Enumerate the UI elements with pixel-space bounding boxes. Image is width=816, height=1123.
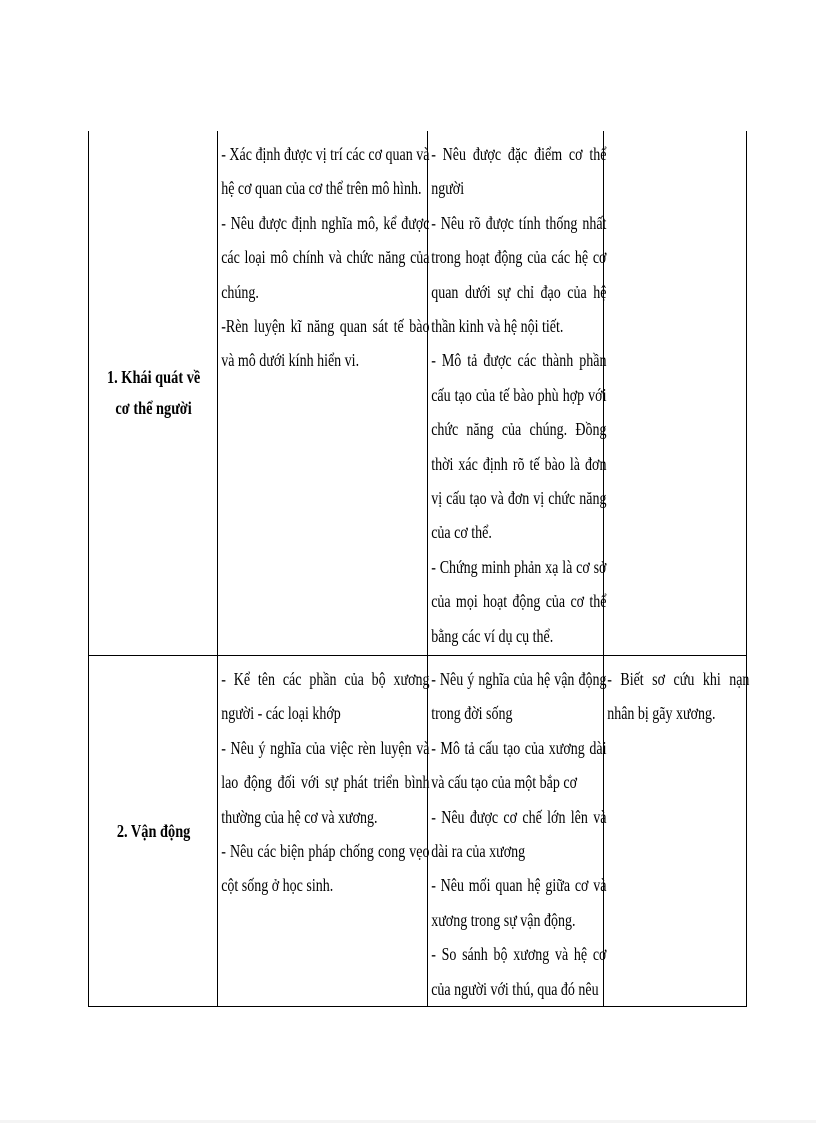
list-item: - Nêu các biện pháp chống cong vẹo cột sống ở học sinh. <box>221 841 430 896</box>
list-item: - Nêu được định nghĩa mô, kể được các loại mô chính và chức năng của chúng. <box>221 212 430 302</box>
application-cell <box>603 656 750 1007</box>
topic-cell <box>100 656 206 1007</box>
list-item: - Nêu được đặc điểm cơ thể người <box>430 144 606 199</box>
list-item: - Biết sơ cứu khi nạn nhân bị gãy xương. <box>606 669 750 724</box>
list-item: - Mô tả cấu tạo của xương dài và cấu tạo của một bắp cơ <box>430 737 606 793</box>
table-row <box>89 131 747 656</box>
list-item: - Xác định được vị trí các cơ quan và hệ cơ quan của cơ thể trên mô hình. <box>221 144 430 199</box>
topic-title-line: cơ thể người <box>114 398 192 418</box>
knowledge-cell <box>218 131 430 656</box>
list-item: - Nêu ý nghĩa của hệ vận động trong đời sống <box>430 669 606 724</box>
topic-title-line: 1. Khái quát về <box>106 367 200 387</box>
knowledge-cell <box>218 656 430 1007</box>
curriculum-table <box>88 131 750 1007</box>
list-item: - Mô tả được các thành phần cấu tạo của tế bào phù hợp với chức năng của chúng. Đồng thời xác định rõ tế bào là đơn vị cấu tạo và đơn vị chức năng của cơ thể. <box>430 350 606 543</box>
list-item: - Nêu được cơ chế lớn lên và dài ra của xương <box>430 806 606 862</box>
list-item: - So sánh bộ xương và hệ cơ của người với thú, qua đó nêu <box>430 944 606 999</box>
table-row <box>89 656 747 1007</box>
topic-title-line: 2. Vận động <box>116 820 190 841</box>
list-item: -Rèn luyện kĩ năng quan sát tế bào và mô dưới kính hiển vi. <box>221 316 430 371</box>
understanding-cell <box>427 131 606 656</box>
list-item: - Chứng minh phản xạ là cơ sở của mọi hoạt động của cơ thể bằng các ví dụ cụ thể. <box>430 556 606 646</box>
list-item: - Nêu mối quan hệ giữa cơ và xương trong sự vận động. <box>430 875 606 930</box>
list-item: - Nêu rõ được tính thống nhất trong hoạt động của các hệ cơ quan dưới sự chỉ đạo của hệ thần kinh và hệ nội tiết. <box>430 212 606 337</box>
understanding-cell <box>427 656 606 1007</box>
list-item: - Kể tên các phần của bộ xương người - các loại khớp <box>221 669 430 724</box>
topic-cell <box>100 131 206 656</box>
application-cell <box>603 131 746 656</box>
list-item: - Nêu ý nghĩa của việc rèn luyện và lao động đối với sự phát triển bình thường của hệ cơ và xương. <box>221 737 430 827</box>
